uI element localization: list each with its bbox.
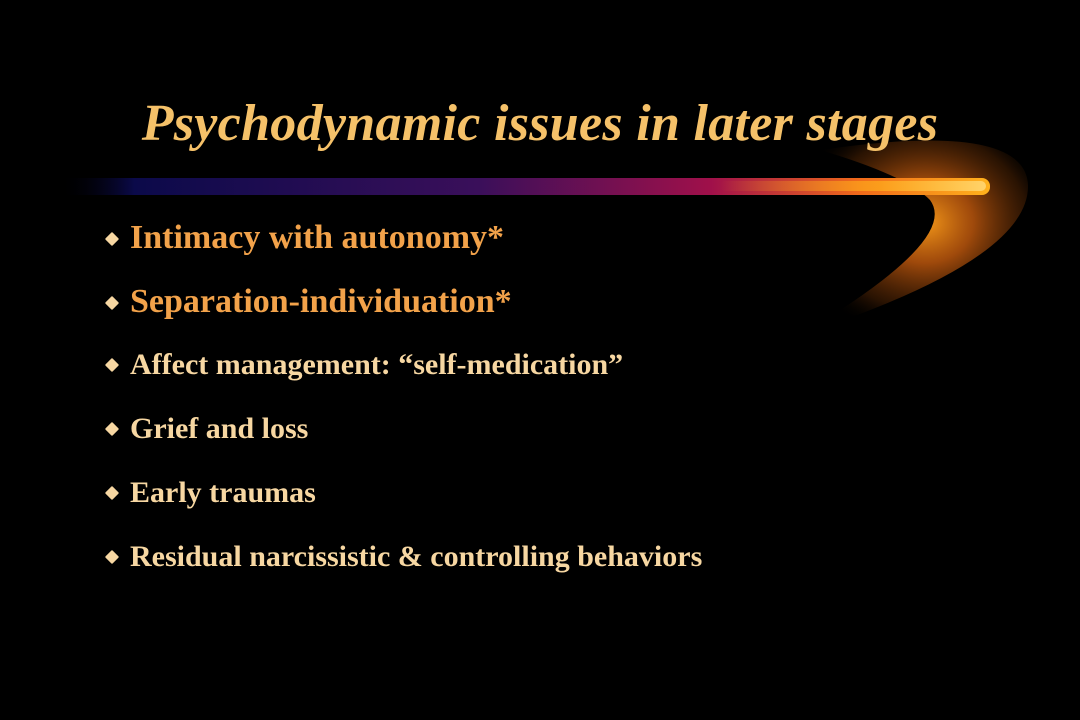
bullet-item-separation xyxy=(104,282,702,346)
bullet-text: Grief and loss xyxy=(130,412,309,445)
bullet-text: Affect management: “self-medication” xyxy=(130,348,624,381)
slide-title: Psychodynamic issues in later stages xyxy=(141,95,939,152)
bullet-text: Early traumas xyxy=(130,476,316,509)
bar-glow xyxy=(800,141,1028,335)
bullet-item-traumas xyxy=(104,474,702,538)
diamond-bullet-icon xyxy=(105,232,119,246)
diamond-bullet-icon xyxy=(105,550,119,564)
bullet-text: Separation-individuation* xyxy=(130,283,512,320)
diamond-bullet-icon xyxy=(105,296,119,310)
diamond-bullet-icon xyxy=(105,486,119,500)
bullet-text: Intimacy with autonomy* xyxy=(130,219,505,256)
bullet-list xyxy=(104,218,702,602)
bullet-item-grief xyxy=(104,410,702,474)
bullet-item-intimacy xyxy=(104,218,702,282)
bullet-text: Residual narcissistic & controlling behaviors xyxy=(130,540,703,573)
diamond-bullet-icon xyxy=(105,358,119,372)
diamond-bullet-icon xyxy=(105,422,119,436)
bar-highlight xyxy=(720,181,986,191)
bullet-item-narcissistic xyxy=(104,538,702,602)
bullet-item-affect xyxy=(104,346,702,410)
